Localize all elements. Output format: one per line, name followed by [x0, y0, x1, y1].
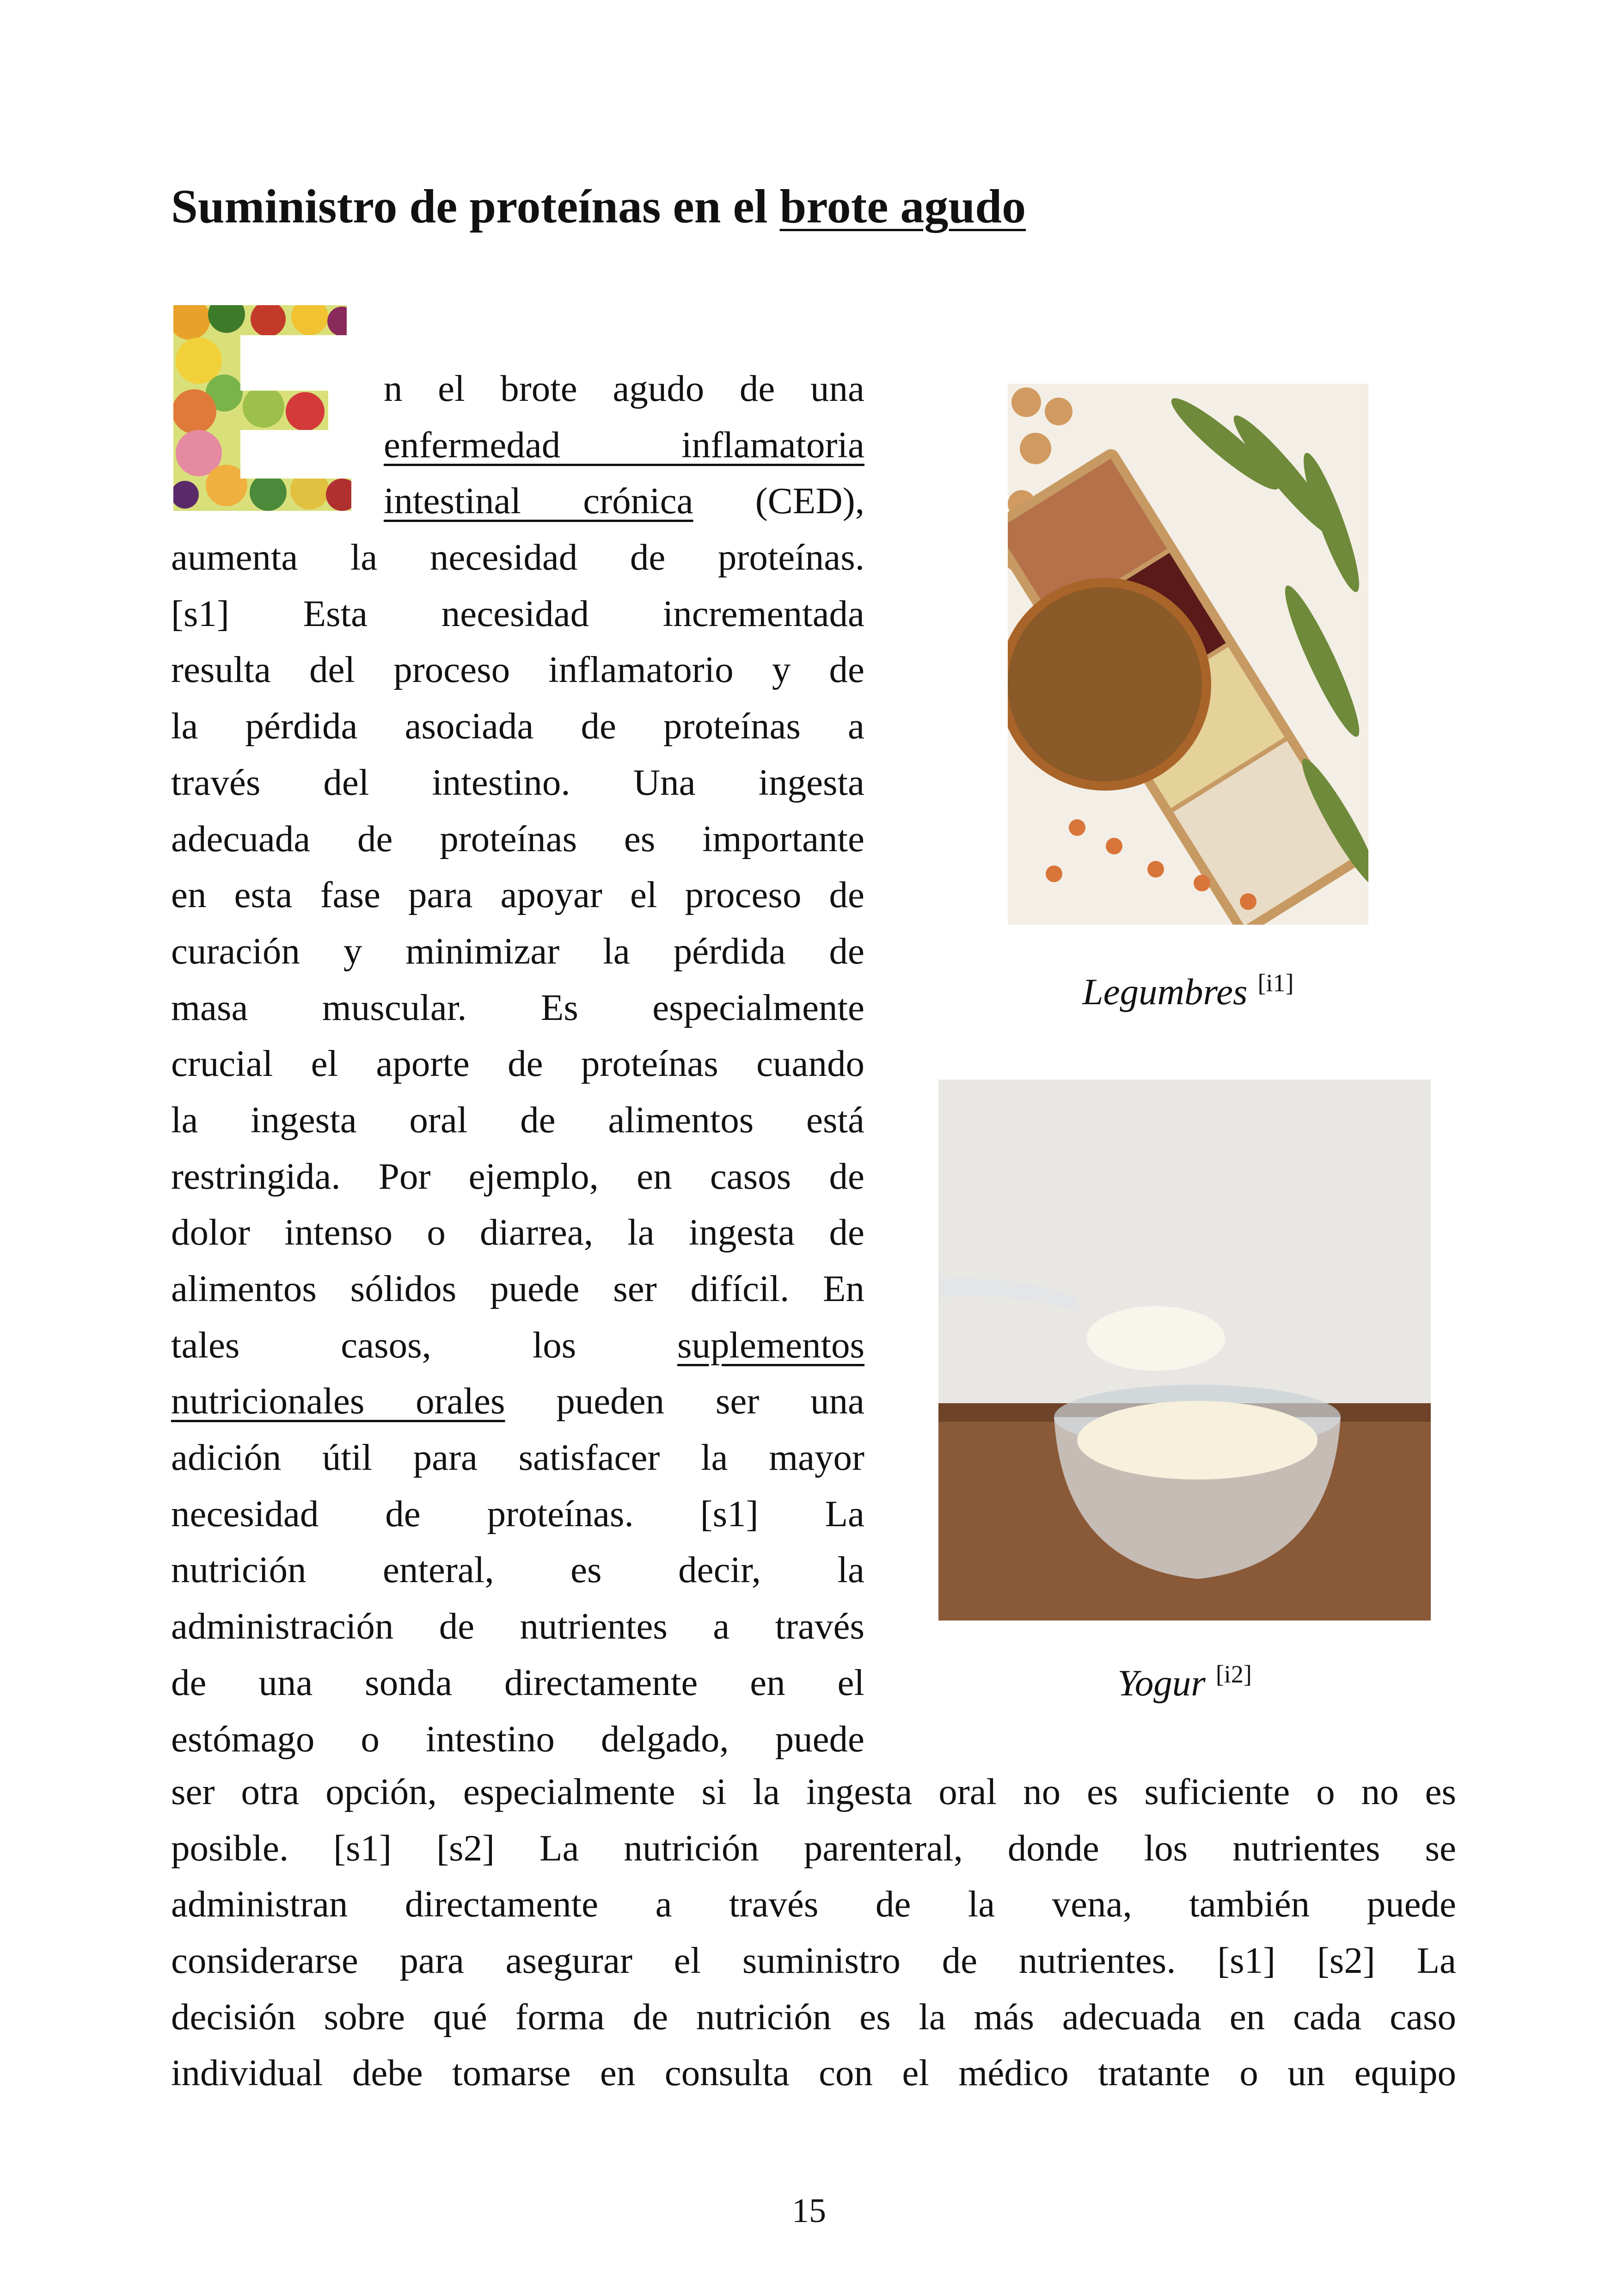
column-text-line [171, 1711, 864, 1768]
page-number: 15 [792, 2192, 826, 2230]
column-text-line [171, 1261, 864, 1317]
column-text-line [171, 923, 864, 980]
text-segment: resulta del proceso inflamatorio y de [171, 649, 864, 691]
column-text-line [171, 1430, 864, 1486]
full-text-line: considerarse para asegurar el suministro de nutrientes. [s1] [s2] La [171, 1940, 1456, 1982]
full-text-line: administran directamente a través de la vena, también puede [171, 1883, 1456, 1925]
column-text-line [171, 1542, 864, 1598]
column-text-line [384, 473, 864, 529]
body-full-width-text [171, 1764, 1456, 2101]
column-text-line [171, 586, 864, 642]
title-prefix: Suministro de proteínas en el [171, 180, 780, 233]
column-text-line [384, 417, 864, 473]
column-text-line [171, 1092, 864, 1148]
glossary-link[interactable]: enfermedad inflamatoria [384, 424, 864, 466]
column-text-line [171, 1655, 864, 1711]
column-text-line [171, 529, 864, 586]
title-link-brote-agudo[interactable]: brote agudo [779, 180, 1026, 233]
text-segment: adecuada de proteínas es importante [171, 817, 864, 859]
text-segment: n el brote agudo de una [384, 368, 864, 409]
column-text-line [171, 698, 864, 755]
text-segment: través del intestino. Una ingesta [171, 761, 864, 803]
full-text-line: ser otra opción, especialmente si la ingesta oral no es suficiente o no es [171, 1771, 1456, 1812]
text-segment: necesidad de proteínas. [s1] La [171, 1492, 864, 1535]
text-segment: administración de nutrientes a través [171, 1605, 864, 1647]
text-segment: en esta fase para apoyar el proceso de [171, 874, 864, 916]
column-text-line [171, 980, 864, 1036]
text-segment: pueden ser una [505, 1380, 864, 1422]
column-text-line [171, 1317, 864, 1374]
text-segment: crucial el aporte de proteínas cuando [171, 1043, 864, 1085]
yogur-caption: Yogur [i2] [1117, 1660, 1252, 1704]
column-text-line [171, 755, 864, 811]
column-text-line [171, 1148, 864, 1205]
full-text-line: posible. [s1] [s2] La nutrición parenteral, donde los nutrientes se [171, 1827, 1456, 1869]
text-segment: restringida. Por ejemplo, en casos de [171, 1155, 864, 1197]
text-segment: tales casos, los [171, 1324, 678, 1366]
glossary-link[interactable]: intestinal crónica [384, 480, 693, 522]
column-text-line [171, 1036, 864, 1092]
glossary-link[interactable]: nutricionales orales [171, 1380, 505, 1422]
text-segment: la pérdida asociada de proteínas a [171, 705, 864, 747]
glossary-link[interactable]: suplementos [677, 1324, 864, 1366]
column-text-line [384, 361, 864, 417]
text-segment: dolor intenso o diarrea, la ingesta de [171, 1211, 864, 1253]
yogur-image-ref[interactable]: [i2] [1215, 1660, 1252, 1688]
legumbres-image-ref[interactable]: [i1] [1257, 969, 1294, 997]
page-title [171, 178, 1026, 236]
column-text-line [171, 642, 864, 698]
body-column-text [171, 361, 864, 1767]
legumbres-caption: Legumbres [i1] [1082, 969, 1294, 1013]
column-text-line [171, 1486, 864, 1542]
text-segment: adición útil para satisfacer la mayor [171, 1437, 864, 1479]
text-segment: [s1] Esta necesidad incrementada [171, 592, 864, 634]
full-text-line: decisión sobre qué forma de nutrición es la más adecuada en cada caso [171, 1995, 1456, 2038]
text-segment: la ingesta oral de alimentos está [171, 1099, 864, 1141]
text-segment: alimentos sólidos puede ser difícil. En [171, 1268, 864, 1309]
text-segment: masa muscular. Es especialmente [171, 986, 864, 1028]
text-segment: aumenta la necesidad de proteínas. [171, 536, 864, 578]
column-text-line [171, 811, 864, 867]
column-text-line [171, 1204, 864, 1261]
legumbres-photo [1008, 384, 1368, 925]
column-text-line [171, 1373, 864, 1430]
text-segment: de una sonda directamente en el [171, 1661, 864, 1703]
text-segment: (CED), [693, 480, 865, 522]
yogur-photo [938, 1080, 1431, 1621]
text-segment: estómago o intestino delgado, puede [171, 1718, 864, 1760]
column-text-line [171, 1598, 864, 1655]
column-text-line [171, 867, 864, 923]
full-text-line: individual debe tomarse en consulta con el médico tratante o un equipo [171, 2052, 1456, 2094]
text-segment: curación y minimizar la pérdida de [171, 930, 864, 972]
text-segment: nutrición enteral, es decir, la [171, 1549, 864, 1591]
